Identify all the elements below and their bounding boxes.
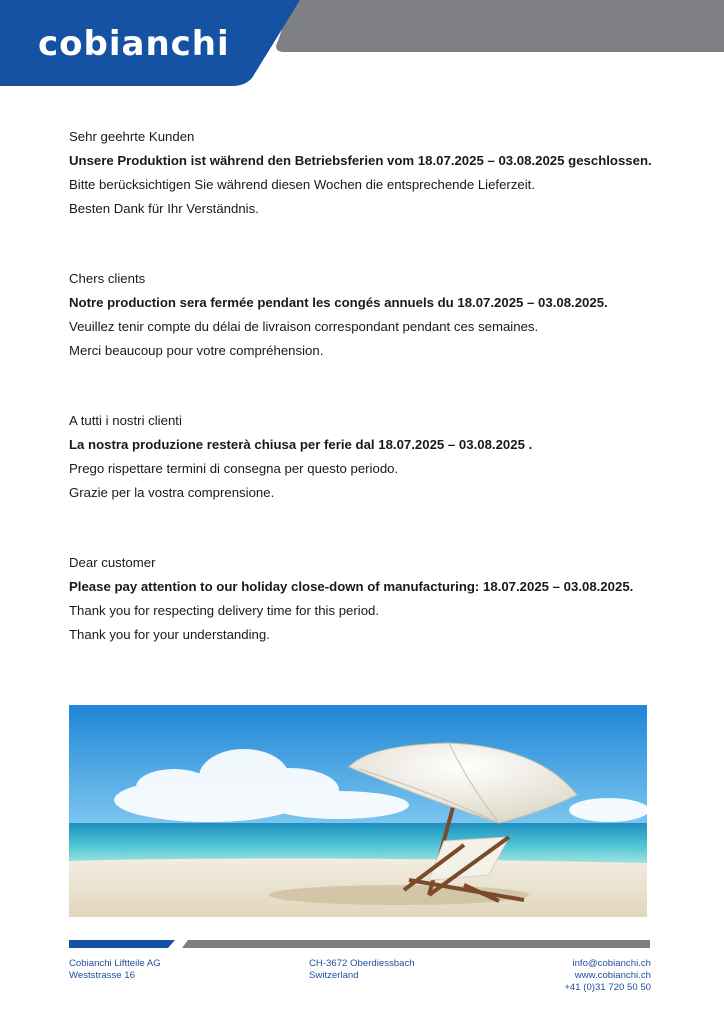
footer-company [69, 958, 161, 982]
delivery-note: Prego rispettare termini di consegna per questo periodo. [69, 461, 399, 476]
beach-photo [69, 705, 647, 917]
footer-bars [0, 936, 724, 950]
phone-number: +41 (0)31 720 50 50 [564, 982, 651, 993]
footer-gray-bar [182, 940, 650, 948]
header-gray-bar [276, 0, 724, 52]
street-address: Weststrasse 16 [69, 970, 135, 981]
sea [69, 823, 647, 865]
notice-body [69, 125, 669, 693]
notice-section-italian [69, 409, 669, 505]
thanks-line: Thank you for your understanding. [69, 627, 270, 642]
greeting: Sehr geehrte Kunden [69, 129, 195, 144]
notice-section-french [69, 267, 669, 363]
delivery-note: Thank you for respecting delivery time for this period. [69, 603, 380, 618]
thanks-line: Merci beaucoup pour votre compréhension. [69, 343, 324, 358]
delivery-note: Veuillez tenir compte du délai de livraison correspondant pendant ces semaines. [69, 319, 539, 334]
greeting: Chers clients [69, 271, 146, 286]
notice-section-german [69, 125, 669, 221]
notice-section-english [69, 551, 669, 647]
greeting: A tutti i nostri clienti [69, 413, 182, 428]
closure-headline: La nostra produzione resterà chiusa per ferie dal 18.07.2025 – 03.08.2025 . [69, 437, 533, 452]
greeting: Dear customer [69, 555, 156, 570]
company-name: Cobianchi Liftteile AG [69, 958, 161, 969]
footer-blue-bar [69, 940, 175, 948]
email-link[interactable]: info@cobianchi.ch [572, 958, 651, 969]
country: Switzerland [309, 970, 359, 981]
company-logo: cobianchi [38, 24, 230, 64]
city: CH-3672 Oberdiessbach [309, 958, 415, 969]
closure-headline: Notre production sera fermée pendant les congés annuels du 18.07.2025 – 03.08.2025. [69, 295, 608, 310]
thanks-line: Besten Dank für Ihr Verständnis. [69, 201, 259, 216]
footer-contact [564, 958, 651, 994]
delivery-note: Bitte berücksichtigen Sie während diesen Wochen die entsprechende Lieferzeit. [69, 177, 535, 192]
closure-headline: Please pay attention to our holiday close-down of manufacturing: 18.07.2025 – 03.08.2025. [69, 579, 634, 594]
footer-location [309, 958, 415, 982]
thanks-line: Grazie per la vostra comprensione. [69, 485, 275, 500]
closure-headline: Unsere Produktion ist während den Betriebsferien vom 18.07.2025 – 03.08.2025 geschlossen. [69, 153, 652, 168]
website-link[interactable]: www.cobianchi.ch [574, 970, 651, 981]
